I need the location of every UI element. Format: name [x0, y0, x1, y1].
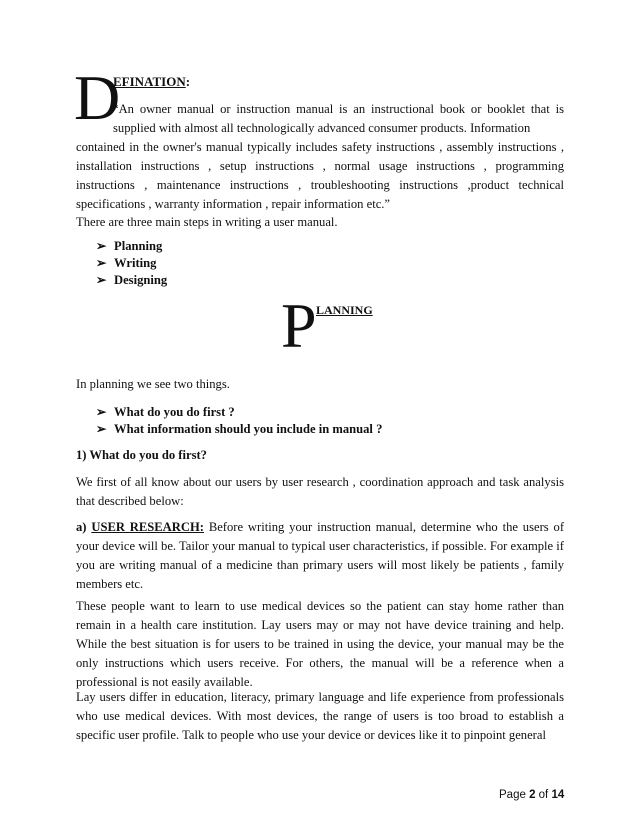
user-research-label: a)	[76, 520, 92, 534]
current-page-number: 2	[529, 789, 536, 801]
definition-heading-colon: :	[185, 74, 191, 89]
questions-list	[96, 404, 382, 438]
arrow-bullet-icon: ➢	[96, 239, 107, 253]
planning-dropcap: P	[281, 290, 317, 361]
page-footer	[499, 789, 564, 801]
planning-heading: LANNING	[316, 303, 373, 317]
list-item	[96, 255, 167, 272]
user-research-paragraph	[76, 518, 564, 594]
list-item	[96, 272, 167, 289]
definition-heading	[113, 74, 190, 90]
steps-list	[96, 238, 167, 289]
list-item	[96, 238, 167, 255]
planning-intro: In planning we see two things.	[76, 377, 230, 391]
list-item-text: Planning	[114, 239, 163, 253]
arrow-bullet-icon: ➢	[96, 405, 107, 419]
section1-text: We first of all know about our users by user research , coordination approach and task analysis that described below:	[76, 475, 564, 508]
paragraph: These people want to learn to use medical devices so the patient can stay home rather than remain in a health care institution. Lay users may or may not have device training and help. While the best situation is for users to be trained in using the device, your manual may be the only instructions which users receive. For others, the manual will be a reference when a professional is not easily available.	[76, 599, 564, 689]
user-research-title: USER RESEARCH:	[91, 520, 204, 534]
paragraph: Lay users differ in education, literacy, primary language and life experience from professionals who use medical devices. With most devices, the range of users is too broad to establish a specific user profile. Talk to people who use your device or devices like it to pinpoint general	[76, 690, 564, 742]
total-pages-number: 14	[551, 789, 565, 801]
definition-dropcap: D	[74, 62, 121, 133]
list-item	[96, 421, 382, 438]
list-item-text: What information should you include in manual ?	[114, 422, 383, 436]
footer-prefix: Page	[499, 789, 530, 801]
definition-quote-rest: contained in the owner's manual typically includes safety instructions , assembly instructions , installation instructions , setup instructions , normal usage instructions , programming instructions , maintenance instructions , troubleshooting instructions ,product technical specifications , warranty information , repair information etc.”	[76, 140, 564, 211]
definition-quote-start: “An owner manual or instruction manual is an instructional book or booklet that is supplied with almost all technologically advanced consumer products. Information	[113, 102, 564, 135]
arrow-bullet-icon: ➢	[96, 422, 107, 436]
section1-title: 1) What do you do first?	[76, 448, 207, 462]
steps-intro: There are three main steps in writing a user manual.	[76, 215, 338, 229]
arrow-bullet-icon: ➢	[96, 256, 107, 270]
footer-of: of	[535, 789, 552, 801]
definition-heading-text: EFINATION	[113, 74, 186, 89]
arrow-bullet-icon: ➢	[96, 273, 107, 287]
user-research-text: Before writing your instruction manual, determine who the users of your device will be. Tailor your manual to typical user characteristics, if possible. For example if you are writing manual of a medicine than primary users will most likely be patients , family members etc.	[76, 520, 565, 591]
list-item-text: Writing	[114, 256, 157, 270]
list-item	[96, 404, 382, 421]
list-item-text: What do you do first ?	[114, 405, 235, 419]
list-item-text: Designing	[114, 273, 168, 287]
